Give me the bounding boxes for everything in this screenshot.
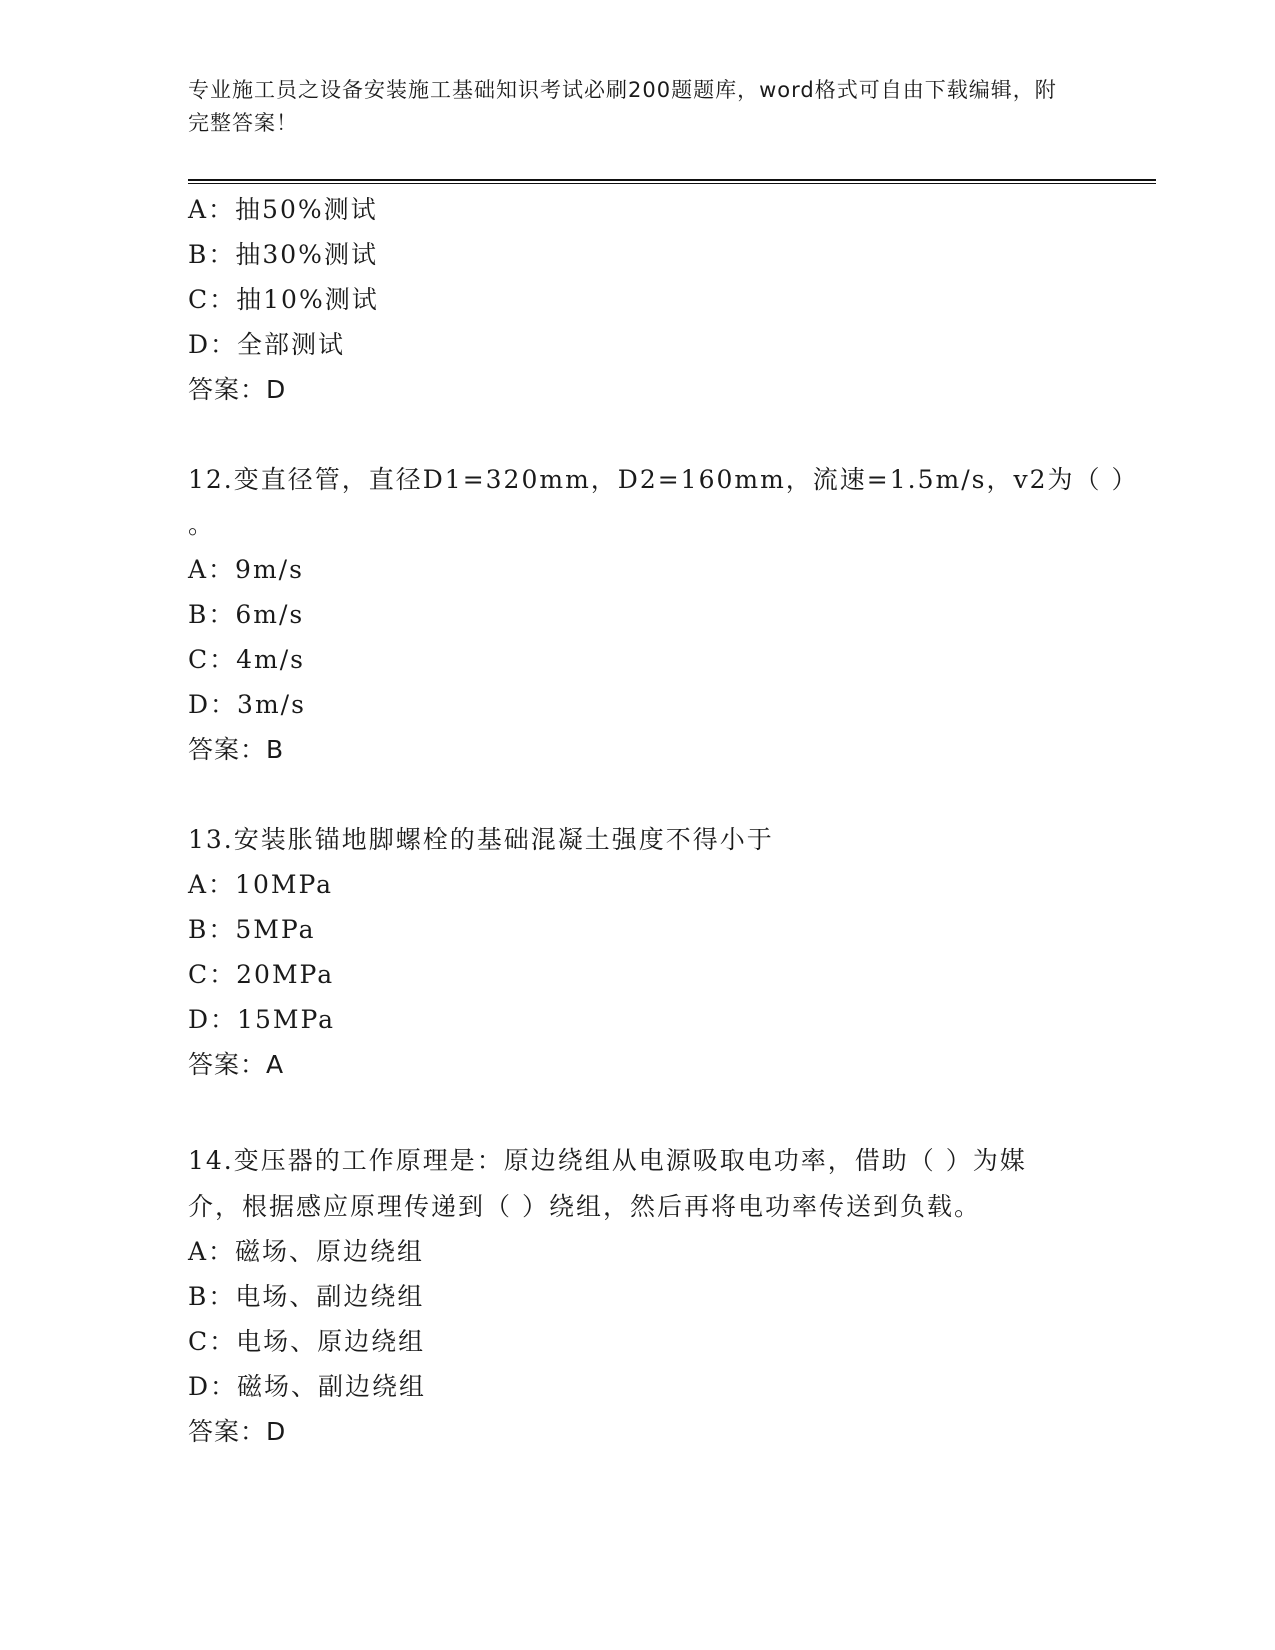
q14-answer: 答案：D bbox=[188, 1417, 287, 1446]
q13-option-d: D：15MPa bbox=[188, 1005, 336, 1034]
q12-stem: 12.变直径管，直径D1=320mm，D2=160mm，流速=1.5m/s，v2为（ ） bbox=[188, 465, 1139, 494]
header-rule-thin bbox=[188, 183, 1156, 184]
q12-option-c: C：4m/s bbox=[188, 645, 305, 674]
q12-option-a: A：9m/s bbox=[188, 555, 304, 584]
q12-option-b: B：6m/s bbox=[188, 600, 305, 629]
q12-answer: 答案：B bbox=[188, 735, 285, 764]
q11-answer: 答案：D bbox=[188, 375, 287, 404]
q13-option-a: A：10MPa bbox=[188, 870, 334, 899]
q14-option-a: A：磁场、原边绕组 bbox=[188, 1237, 425, 1266]
q14-option-b: B：电场、副边绕组 bbox=[188, 1282, 425, 1311]
q11-option-a: A：抽50%测试 bbox=[188, 195, 378, 224]
q14-option-c: C：电场、原边绕组 bbox=[188, 1327, 426, 1356]
q12-stem-continuation: 。 bbox=[188, 510, 216, 539]
q11-option-c: C：抽10%测试 bbox=[188, 285, 379, 314]
q11-option-d: D：全部测试 bbox=[188, 330, 346, 359]
q12-option-d: D：3m/s bbox=[188, 690, 306, 719]
q13-option-c: C：20MPa bbox=[188, 960, 335, 989]
q11-option-b: B：抽30%测试 bbox=[188, 240, 378, 269]
q14-stem: 14.变压器的工作原理是：原边绕组从电源吸取电功率，借助（ ）为媒介，根据感应原理传递到（ ）绕组，然后再将电功率传送到负载。 bbox=[188, 1146, 1027, 1221]
q14-option-d: D：磁场、副边绕组 bbox=[188, 1372, 427, 1401]
header-rule bbox=[188, 179, 1156, 181]
q13-option-b: B：5MPa bbox=[188, 915, 316, 944]
q13-answer: 答案：A bbox=[188, 1050, 285, 1079]
page-header: 专业施工员之设备安装施工基础知识考试必刷200题题库，word格式可自由下载编辑，附完整答案！ bbox=[188, 78, 1057, 135]
q13-stem: 13.安装胀锚地脚螺栓的基础混凝土强度不得小于 bbox=[188, 825, 774, 854]
